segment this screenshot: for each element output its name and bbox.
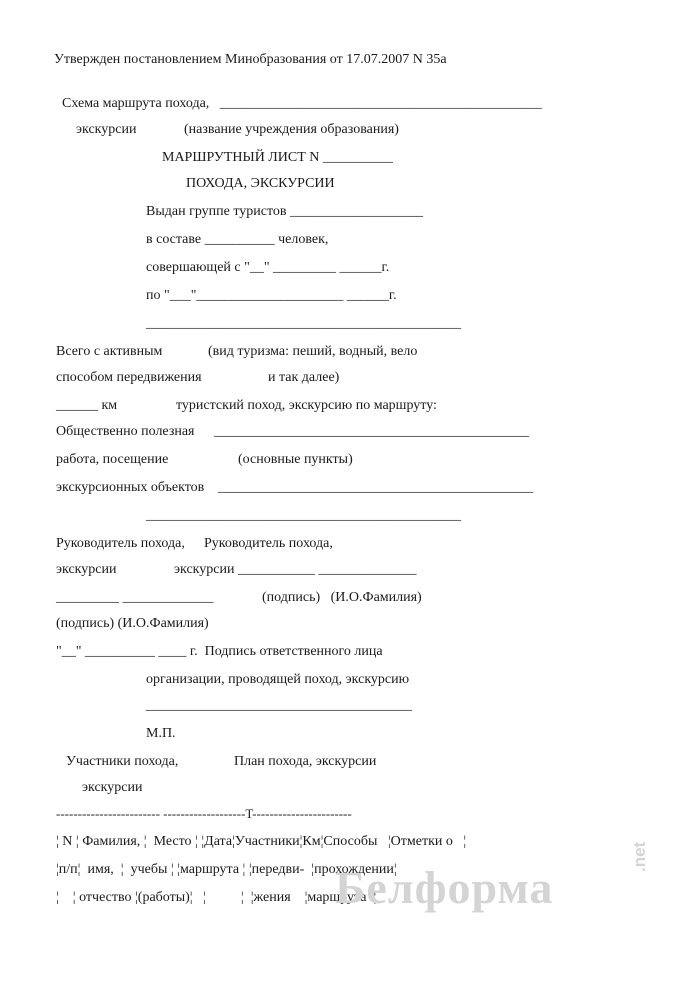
watermark-logo: Белформа: [335, 862, 554, 913]
table-header-row-3: ¦ ¦ отчество ¦(работы)¦ ¦ ¦ ¦жения ¦маршрута ¦: [56, 890, 377, 905]
total-active-label: Всего с активным: [56, 344, 163, 359]
date-to-field: по "___"_____________________ ______г.: [146, 288, 397, 303]
excursion-objects-label: экскурсионных объектов: [56, 480, 205, 495]
stamp-place: М.П.: [146, 726, 176, 741]
table-top-border: ------------------------ -------------------T-----------------------: [56, 806, 352, 821]
visit-label: работа, посещение: [56, 452, 169, 467]
institution-name-caption: (название учреждения образования): [184, 122, 399, 137]
participants-label: Участники похода,: [66, 754, 179, 769]
date-from-field: совершающей с "__" _________ ______г.: [146, 260, 390, 275]
signature-name-caption-left: (подпись) (И.О.Фамилия): [56, 616, 209, 631]
group-size-field: в составе __________ человек,: [146, 232, 329, 247]
approval-header: Утвержден постановлением Минобразования от 17.07.2007 N 35а: [54, 52, 447, 67]
blank-line: _____________________________________________: [146, 316, 461, 331]
excursion-label: экскурсии: [76, 122, 137, 137]
tourism-type-caption: (вид туризма: пеший, водный, вело: [208, 344, 418, 359]
leader-excursion-left: экскурсии: [56, 562, 117, 577]
issued-to-group-field: Выдан группе туристов ___________________: [146, 204, 424, 219]
table-header-row-1: ¦ N ¦ Фамилия, ¦ Место ¦ ¦Дата¦Участники¦Км¦Способы ¦Отметки о ¦: [56, 834, 467, 849]
plan-label: План похода, экскурсии: [234, 754, 377, 769]
participants-excursion-label: экскурсии: [82, 780, 143, 795]
leader-signature-field: экскурсии ___________ ______________: [174, 562, 417, 577]
public-work-field: _____________________________________________: [214, 424, 529, 439]
tourism-type-caption-cont: и так далее): [268, 370, 340, 385]
watermark-logo-suffix: .net: [630, 841, 649, 872]
route-description-label: туристский поход, экскурсию по маршруту:: [176, 398, 437, 413]
route-sheet-subtitle: ПОХОДА, ЭКСКУРСИИ: [186, 176, 335, 191]
table-header-row-2: ¦п/п¦ имя, ¦ учебы ¦ ¦маршрута ¦ ¦передви- ¦прохождении¦: [56, 862, 397, 877]
signature-name-caption: (подпись) (И.О.Фамилия): [262, 590, 422, 605]
km-field: ______ км: [56, 398, 118, 413]
leader-label-left: Руководитель похода,: [56, 536, 185, 551]
route-scheme-line: Схема маршрута похода, ______________________________________________: [62, 96, 542, 111]
public-work-label: Общественно полезная: [56, 424, 195, 439]
organization-signature-field: ______________________________________: [146, 698, 412, 713]
main-points-caption: (основные пункты): [238, 452, 353, 467]
movement-method-label: способом передвижения: [56, 370, 202, 385]
blank-line-2: _____________________________________________: [146, 508, 461, 523]
route-sheet-title: МАРШРУТНЫЙ ЛИСТ N __________: [162, 150, 393, 165]
leader-label-right: Руководитель похода,: [204, 536, 333, 551]
responsible-signature-line: "__" __________ ____ г. Подпись ответственного лица: [56, 644, 383, 659]
excursion-objects-field: _____________________________________________: [218, 480, 533, 495]
leader-signature-left: _________ _____________: [56, 590, 214, 605]
organization-caption: организации, проводящей поход, экскурсию: [146, 672, 410, 687]
